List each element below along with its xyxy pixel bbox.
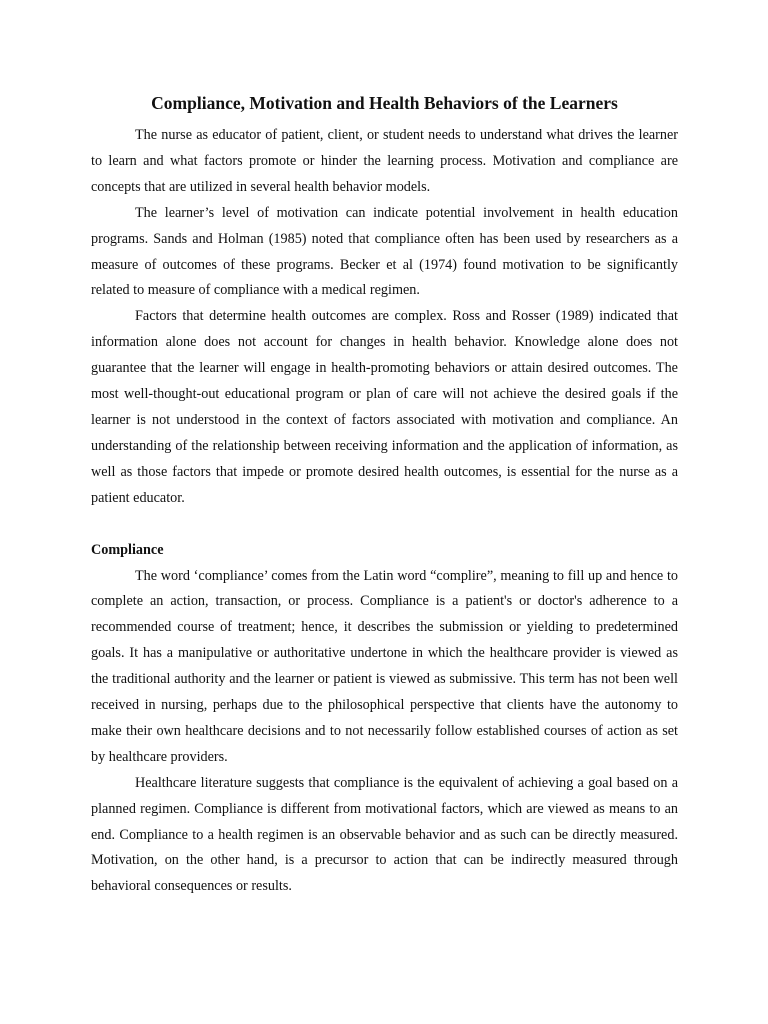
intro-paragraph-3: Factors that determine health outcomes are complex. Ross and Rosser (1989) indicated that information alone does not account for changes in health behavior. Knowledge alone does not guarantee that the learner will engage in health-promoting behaviors or attain desired outcomes. The most well-thought-out educational program or plan of care will not achieve the desired goals if the learner is not understood in the context of factors associated with motivation and compliance. An understanding of the relationship between receiving information and the application of information, as well as those factors that impede or promote desired health outcomes, is essential for the nurse as a patient educator. xyxy=(91,308,678,506)
section-heading-compliance: Compliance xyxy=(91,541,164,558)
compliance-paragraph-1: The word ‘compliance’ comes from the Latin word “complire”, meaning to fill up and hence to complete an action, transaction, or process. Compliance is a patient's or doctor's adherence to a recommended course of treatment; hence, it describes the submission or yielding to predetermined goals. It has a manipulative or authoritative undertone in which the healthcare provider is viewed as the traditional authority and the learner or patient is viewed as submissive. This term has not been well received in nursing, perhaps due to the philosophical perspective that clients have the autonomy to make their own healthcare decisions and to not necessarily follow established courses of action as set by healthcare providers. xyxy=(91,567,678,765)
document-title: Compliance, Motivation and Health Behaviors of the Learners xyxy=(151,93,618,113)
compliance-paragraph-2: Healthcare literature suggests that compliance is the equivalent of achieving a goal based on a planned regimen. Compliance is different from motivational factors, which are viewed as means to an end. Compliance to a health regimen is an observable behavior and as such can be directly measured. Motivation, on the other hand, is a precursor to action that can be indirectly measured through behavioral consequences or results. xyxy=(91,774,678,895)
intro-paragraph-2: The learner’s level of motivation can indicate potential involvement in health education programs. Sands and Holman (1985) noted that compliance often has been used by researchers as a measure of outcomes of these programs. Becker et al (1974) found motivation to be significantly related to measure of compliance with a medical regimen. xyxy=(91,204,678,299)
intro-paragraph-1: The nurse as educator of patient, client, or student needs to understand what drives the learner to learn and what factors promote or hinder the learning process. Motivation and compliance are concepts that are utilized in several health behavior models. xyxy=(91,127,678,195)
